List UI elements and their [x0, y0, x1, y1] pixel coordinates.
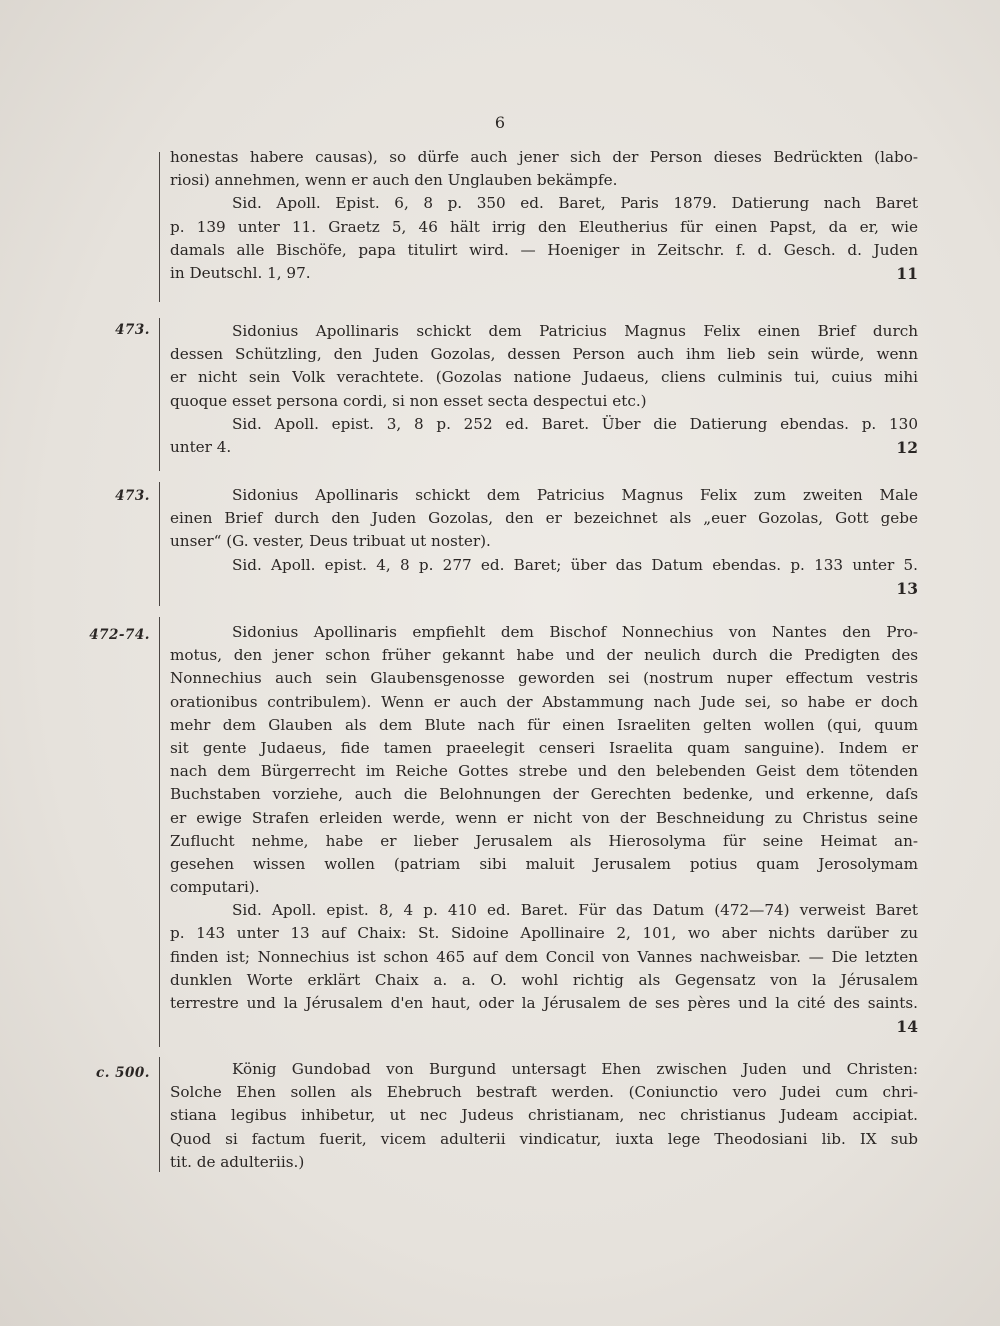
regest-number: 13	[896, 578, 918, 598]
text-line: Nonnechius auch sein Glaubensgenosse geworden sei (nostrum nuper effectum vestris	[170, 669, 918, 688]
margin-rule	[159, 1057, 160, 1172]
reference-line	[170, 436, 918, 459]
margin-rule	[159, 617, 160, 1047]
entry-15	[170, 1058, 918, 1174]
text-line: Sidonius Apollinaris empfiehlt dem Bischof Nonnechius von Nantes den Pro-	[232, 623, 918, 641]
text-line: stiana legibus inhibetur, ut nec Judeus christianam, nec christianus Judeam accipiat.	[170, 1106, 918, 1125]
text-line: honestas habere causas), so dürfe auch jener sich der Person dieses Bedrückten (labo-	[170, 148, 918, 166]
reference-line: terrestre und la Jérusalem d'en haut, oder la Jérusalem de ses pères und la cité des saints.	[170, 994, 918, 1012]
text-line: tit. de adulteriis.)	[170, 1152, 305, 1171]
text-line: nach dem Bürgerrecht im Reiche Gottes strebe und den belebenden Geist dem tötenden	[170, 762, 918, 781]
reference-line: p. 143 unter 13 auf Chaix: St. Sidoine Apollinaire 2, 101, wo aber nichts darüber zu	[170, 924, 918, 943]
text-line: unser“ (G. vester, Deus tribuat ut noster).	[170, 532, 491, 551]
text-line: König Gundobad von Burgund untersagt Ehen zwischen Juden und Christen:	[232, 1060, 918, 1078]
regest-number: 12	[896, 437, 918, 457]
reference-line: Sid. Apoll. Epist. 6, 8 p. 350 ed. Baret, Paris 1879. Datierung nach Baret	[232, 194, 918, 213]
text-line: orationibus contribulem). Wenn er auch der Abstammung nach Jude sei, so habe er doch	[170, 692, 918, 711]
entry-11	[170, 146, 918, 285]
reference-line: dunklen Worte erklärt Chaix a. a. O. wohl richtig als Gegensatz von la Jérusalem	[170, 970, 918, 989]
reference-text: unter 4.	[170, 437, 232, 456]
text-line: einen Brief durch den Juden Gozolas, den er bezeichnet als „euer Gozolas, Gott gebe	[170, 509, 918, 528]
reference-line	[170, 262, 918, 285]
margin-date: 472-74.	[89, 627, 150, 643]
reference-line: Sid. Apoll. epist. 3, 8 p. 252 ed. Baret. Über die Datierung ebendas. p. 130	[232, 414, 918, 433]
text-line: Quod si factum fuerit, vicem adulterii vindicatur, iuxta lege Theodosiani lib. IX sub	[170, 1129, 918, 1148]
entry-13	[170, 484, 918, 600]
margin-rule	[159, 152, 160, 302]
text-line: Sidonius Apollinaris schickt dem Patricius Magnus Felix zum zweiten Male	[232, 486, 918, 504]
text-line: riosi) annehmen, wenn er auch den Unglauben bekämpfe.	[170, 171, 618, 190]
reference-line: Sid. Apoll. epist. 8, 4 p. 410 ed. Baret. Für das Datum (472—74) verweist Baret	[232, 901, 918, 920]
text-line: er ewige Strafen erleiden werde, wenn er nicht von der Beschneidung zu Christus seine	[170, 808, 918, 827]
reference-line: damals alle Bischöfe, papa titulirt wird. — Hoeniger in Zeitschr. f. d. Gesch. d. Juden	[170, 240, 918, 259]
reference-line: Sid. Apoll. epist. 4, 8 p. 277 ed. Baret; über das Datum ebendas. p. 133 unter 5.	[232, 555, 918, 574]
text-line: Solche Ehen sollen als Ehebruch bestraft werden. (Coniunctio vero Judei cum chri-	[170, 1083, 918, 1102]
entry-14	[170, 621, 918, 1038]
text-line: Zuflucht nehme, habe er lieber Jerusalem als Hierosolyma für seine Heimat an-	[170, 831, 918, 850]
regest-number: 11	[896, 263, 918, 283]
reference-line: p. 139 unter 11. Graetz 5, 46 hält irrig den Eleutherius für einen Papst, da er, wie	[170, 217, 918, 236]
text-line: Buchstaben vorziehe, auch die Belohnungen der Gerechten bedenke, und erkenne, daſs	[170, 785, 918, 804]
margin-date: 473.	[115, 488, 150, 504]
text-line: motus, den jener schon früher gekannt habe und der neulich durch die Predigten des	[170, 646, 918, 665]
entry-12	[170, 320, 918, 459]
text-line: Sidonius Apollinaris schickt dem Patricius Magnus Felix einen Brief durch	[232, 322, 918, 340]
margin-rule	[159, 482, 160, 606]
margin-rule	[159, 318, 160, 471]
reference-text: in Deutschl. 1, 97.	[170, 263, 311, 282]
text-line: mehr dem Glauben als dem Blute nach für einen Israeliten gelten wollen (qui, quum	[170, 715, 918, 734]
margin-date: c. 500.	[96, 1065, 150, 1081]
reference-line: finden ist; Nonnechius ist schon 465 auf dem Concil von Vannes nachweisbar. — Die letzten	[170, 947, 918, 966]
text-line: gesehen wissen wollen (patriam sibi maluit Jerusalem potius quam Jerosolymam	[170, 854, 918, 873]
text-line: sit gente Judaeus, fide tamen praeelegit censeri Israelita quam sanguine). Indem er	[170, 738, 918, 757]
text-line: computari).	[170, 878, 260, 897]
text-line: dessen Schützling, den Juden Gozolas, dessen Person auch ihm lieb sein würde, wenn	[170, 345, 918, 364]
regest-number: 14	[896, 1017, 918, 1037]
text-line: er nicht sein Volk verachtete. (Gozolas natione Judaeus, cliens culminis tui, cuius mihi	[170, 368, 918, 387]
text-line: quoque esset persona cordi, si non esset secta despectui etc.)	[170, 391, 647, 410]
margin-date: 473.	[115, 322, 150, 338]
page-number: 6	[494, 113, 506, 132]
